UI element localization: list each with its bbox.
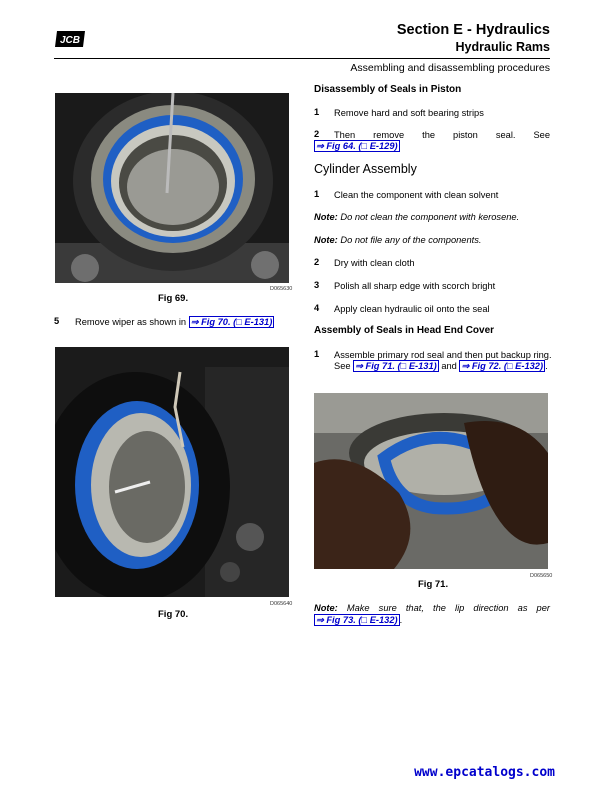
fig71-link[interactable]: ⇒ Fig 71. (□ E-131) [355,361,437,371]
piston-step1-number: 1 [314,107,320,117]
fig70-photo [55,347,289,597]
step5-number: 5 [54,316,60,326]
piston-step2-number: 2 [314,129,320,139]
cyl-step3-text: Polish all sharp edge with scorch bright [334,281,496,291]
svg-text:JCB: JCB [59,35,81,46]
piston-step2-text: Then remove the piston seal. See [334,130,550,140]
fig71-code: D065650 [530,573,553,579]
cyl-step2-text: Dry with clean cloth [334,258,415,268]
fig70-caption: Fig 70. [158,609,189,620]
piston-step2-xref-line [314,140,400,152]
fig69-photo [55,93,289,283]
cyl-step3-number: 3 [314,280,320,290]
fig64-link[interactable]: ⇒ Fig 64. (□ E-129) [316,141,398,151]
fig71-caption: Fig 71. [418,579,449,590]
cyl-step1-number: 1 [314,189,320,199]
cyl-step4-number: 4 [314,303,320,313]
cyl-step1-text: Clean the component with clean solvent [334,190,499,200]
head-step1-line1: Assemble primary rod seal and then put backup ring. [334,350,552,360]
cyl-step2-number: 2 [314,257,320,267]
section-title: Section E - Hydraulics [396,22,550,38]
step5-text: Remove wiper as shown in ⇒ Fig 70. (□ E-131) [75,317,273,327]
note-file: Note: Do not file any of the components. [314,235,482,245]
footer-url[interactable]: www.epcatalogs.com [414,765,555,780]
note-kerosene: Note: Do not clean the component with kerosene. [314,212,520,222]
piston-heading: Disassembly of Seals in Piston [314,84,462,95]
fig70-code: D065640 [270,601,293,607]
fig70-link[interactable]: ⇒ Fig 70. (□ E-131) [190,317,273,327]
subsection-title: Hydraulic Rams [455,40,550,54]
fig69-code: D065630 [270,286,293,292]
fig69-caption: Fig 69. [158,293,189,304]
note-lip-direction: Note: Make sure that, the lip direction as per [314,603,550,613]
cylinder-heading: Cylinder Assembly [314,162,417,176]
jcb-logo [54,30,86,48]
piston-step1-text: Remove hard and soft bearing strips [334,108,484,118]
fig71-photo [314,393,548,569]
head-step1-line2: See ⇒ Fig 71. (□ E-131) and ⇒ Fig 72. (□ E-132) . [334,361,548,371]
procedure-title: Assembling and disassembling procedures [350,62,550,74]
head-end-heading: Assembly of Seals in Head End Cover [314,325,495,336]
head-step1-number: 1 [314,349,320,359]
note-lip-xref-line: ⇒ Fig 73. (□ E-132) . [316,615,403,625]
fig73-link[interactable]: ⇒ Fig 73. (□ E-132) [316,615,398,625]
fig72-link[interactable]: ⇒ Fig 72. (□ E-132) [461,361,544,371]
header-rule [54,58,550,59]
cyl-step4-text: Apply clean hydraulic oil onto the seal [334,304,490,314]
